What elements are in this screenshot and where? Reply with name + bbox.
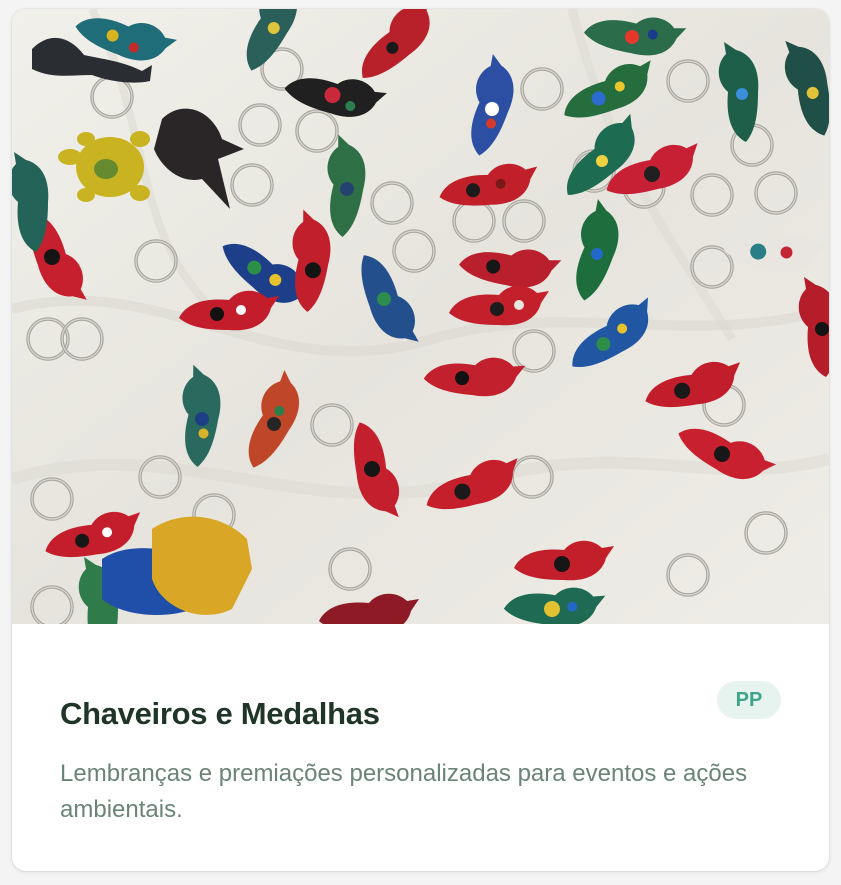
product-card[interactable] [12,9,829,871]
keychains-photo [12,9,829,624]
card-body [12,624,829,871]
size-badge: PP [717,681,781,719]
card-description: Lembranças e premiações personalizadas para eventos e ações ambientais. [60,760,748,823]
card-title: Chaveiros e Medalhas [60,696,380,731]
